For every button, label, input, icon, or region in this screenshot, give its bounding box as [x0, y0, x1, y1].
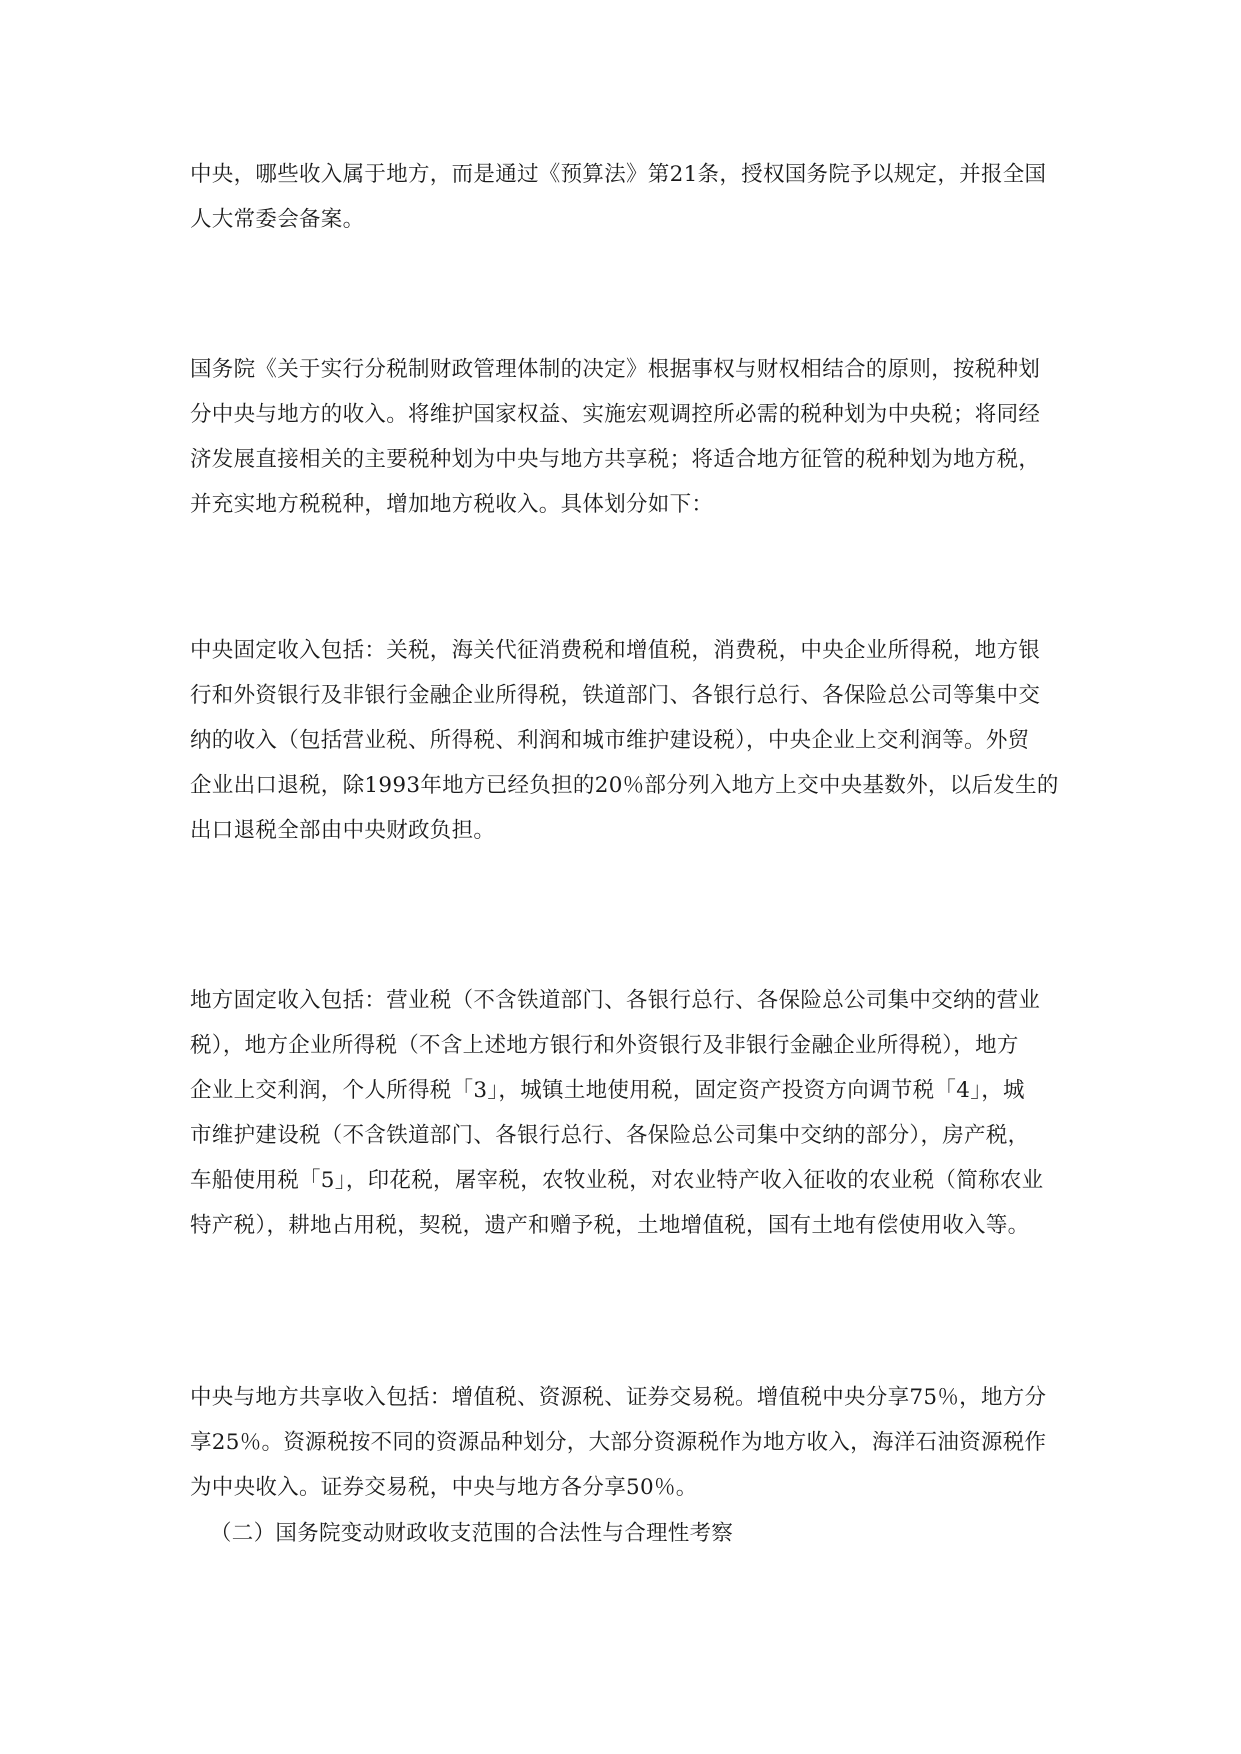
paragraph-line: 并充实地方税税种，增加地方税收入。具体划分如下：: [190, 492, 714, 517]
paragraph-line: 中央固定收入包括：关税，海关代征消费税和增值税，消费税，中央企业所得税，地方银: [190, 638, 1041, 663]
paragraph-line: 分中央与地方的收入。将维护国家权益、实施宏观调控所必需的税种划为中央税；将同经: [190, 402, 1041, 427]
paragraph-tax-system-decision: [190, 347, 1058, 527]
paragraph-line: 纳的收入（包括营业税、所得税、利润和城市维护建设税），中央企业上交利润等。外贸: [190, 728, 1030, 753]
paragraph-line: 中央与地方共享收入包括：增值税、资源税、证券交易税。增值税中央分享75％，地方分: [190, 1385, 1047, 1410]
paragraph-line: 享25％。资源税按不同的资源品种划分，大部分资源税作为地方收入，海洋石油资源税作: [190, 1430, 1047, 1455]
paragraph-line: 济发展直接相关的主要税种划为中央与地方共享税；将适合地方征管的税种划为地方税，: [190, 447, 1041, 472]
paragraph-budget-law: [190, 152, 1058, 242]
paragraph-central-fixed-revenue: [190, 628, 1058, 853]
paragraph-line: 特产税），耕地占用税，契税，遗产和赠予税，土地增值税，国有土地有偿使用收入等。: [190, 1213, 1030, 1238]
paragraph-line: 地方固定收入包括：营业税（不含铁道部门、各银行总行、各保险总公司集中交纳的营业: [190, 988, 1041, 1013]
paragraph-line: 行和外资银行及非银行金融企业所得税，铁道部门、各银行总行、各保险总公司等集中交: [190, 683, 1041, 708]
paragraph-line: 车船使用税「5」，印花税，屠宰税，农牧业税，对农业特产收入征收的农业税（简称农业: [190, 1168, 1044, 1193]
paragraph-line: 国务院《关于实行分税制财政管理体制的决定》根据事权与财权相结合的原则，按税种划: [190, 357, 1041, 382]
section-heading: （二）国务院变动财政收支范围的合法性与合理性考察: [210, 1521, 734, 1546]
paragraph-line: 为中央收入。证券交易税，中央与地方各分享50％。: [190, 1475, 698, 1500]
paragraph-line: 出口退税全部由中央财政负担。: [190, 818, 496, 843]
paragraph-line: 企业出口退税，除1993年地方已经负担的20％部分列入地方上交中央基数外，以后发生的: [190, 773, 1059, 798]
paragraph-line: 人大常委会备案。: [190, 207, 365, 232]
paragraph-shared-revenue: [190, 1375, 1058, 1510]
paragraph-local-fixed-revenue: [190, 978, 1058, 1248]
paragraph-line: 企业上交利润，个人所得税「3」，城镇土地使用税，固定资产投资方向调节税「4」，城: [190, 1078, 1025, 1103]
paragraph-line: 中央，哪些收入属于地方，而是通过《预算法》第21条，授权国务院予以规定，并报全国: [190, 162, 1047, 187]
paragraph-line: 税），地方企业所得税（不含上述地方银行和外资银行及非银行金融企业所得税），地方: [190, 1033, 1019, 1058]
paragraph-line: 市维护建设税（不含铁道部门、各银行总行、各保险总公司集中交纳的部分），房产税，: [190, 1123, 1030, 1148]
